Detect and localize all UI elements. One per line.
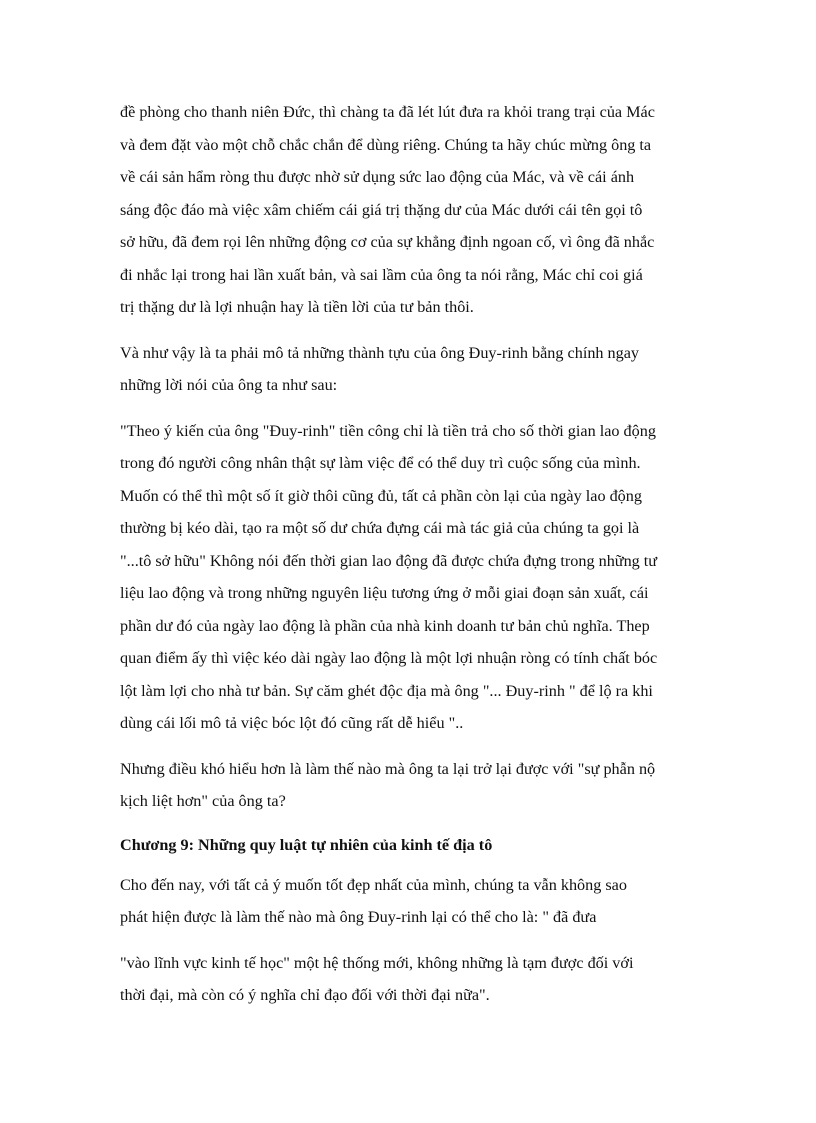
text-line: Cho đến nay, với tất cả ý muốn tốt đẹp nhất của mình, chúng ta vẫn không sao [120, 875, 627, 894]
text-line: Nhưng điều khó hiểu hơn là làm thế nào mà ông ta lại trở lại được với "sự phẫn nộ [120, 759, 656, 778]
document-body [120, 96, 700, 1025]
text-line: liệu lao động và trong những nguyên liệu tương ứng ở mỗi giai đoạn sản xuất, cái [120, 584, 649, 602]
text-line: "vào lĩnh vực kinh tế học" một hệ thống mới, không những là tạm được đối với [120, 953, 634, 972]
text-line: sáng độc đáo mà việc xâm chiếm cái giá trị thặng dư của Mác dưới cái tên gọi tô [120, 200, 643, 219]
text-line: Và như vậy là ta phải mô tả những thành tựu của ông Đuy-rinh bằng chính ngay [120, 343, 640, 362]
text-line: thường bị kéo dài, tạo ra một số dư chứa đựng cái mà tác giả của chúng ta gọi là [120, 519, 640, 537]
text-line: phần dư đó của ngày lao động là phần của nhà kinh doanh tư bản chủ nghĩa. Thep [120, 616, 650, 635]
text-line: quan điểm ấy thì việc kéo dài ngày lao động là một lợi nhuận ròng có tính chất bóc [120, 649, 658, 667]
text-line: những lời nói của ông ta như sau: [120, 376, 338, 394]
text-line: sở hữu, đã đem rọi lên những động cơ của sự khẳng định ngoan cố, vì ông đã nhắc [120, 233, 655, 251]
text-line: lột làm lợi cho nhà tư bản. Sự căm ghét độc địa mà ông "... Đuy-rinh " để lộ ra khi [120, 681, 653, 700]
text-line: trong đó người công nhân thật sự làm việc để có thể duy trì cuộc sống của mình. [120, 454, 641, 472]
text-line: và đem đặt vào một chỗ chắc chắn để dùng riêng. Chúng ta hãy chúc mừng ông ta [120, 135, 652, 154]
text-line: dùng cái lối mô tả việc bóc lột đó cũng rất dễ hiểu ".. [120, 714, 464, 732]
text-line: kịch liệt hơn" của ông ta? [120, 792, 286, 810]
paragraph-4 [120, 753, 700, 818]
text-line: "Theo ý kiến của ông "Đuy-rinh" tiền công chỉ là tiền trả cho số thời gian lao động [120, 421, 656, 440]
paragraph-5 [120, 869, 700, 934]
paragraph-3-quote [120, 415, 700, 740]
text-line: Muốn có thể thì một số ít giờ thôi cũng đủ, tất cả phần còn lại của ngày lao động [120, 486, 642, 505]
text-line: "...tô sở hữu" Không nói đến thời gian lao động đã được chứa đựng trong những tư [120, 551, 658, 570]
text-line: thời đại, mà còn có ý nghĩa chỉ đạo đối với thời đại nữa". [120, 986, 490, 1004]
text-line: phát hiện được là làm thế nào mà ông Đuy-rinh lại có thể cho là: " đã đưa [120, 908, 597, 926]
paragraph-6 [120, 947, 700, 1012]
text-line: về cái sản hẩm ròng thu được nhờ sử dụng sức lao động của Mác, và về cái ánh [120, 168, 635, 186]
paragraph-2 [120, 337, 700, 402]
chapter-heading: Chương 9: Những quy luật tự nhiên của kinh tế địa tô [120, 835, 493, 854]
paragraph-1 [120, 96, 700, 324]
text-line: trị thặng dư là lợi nhuận hay là tiền lời của tư bản thôi. [120, 298, 474, 316]
text-line: đi nhắc lại trong hai lần xuất bản, và sai lầm của ông ta nói rằng, Mác chỉ coi giá [120, 265, 643, 284]
text-line: đề phòng cho thanh niên Đức, thì chàng ta đã lét lút đưa ra khỏi trang trại của Mác [120, 103, 655, 121]
